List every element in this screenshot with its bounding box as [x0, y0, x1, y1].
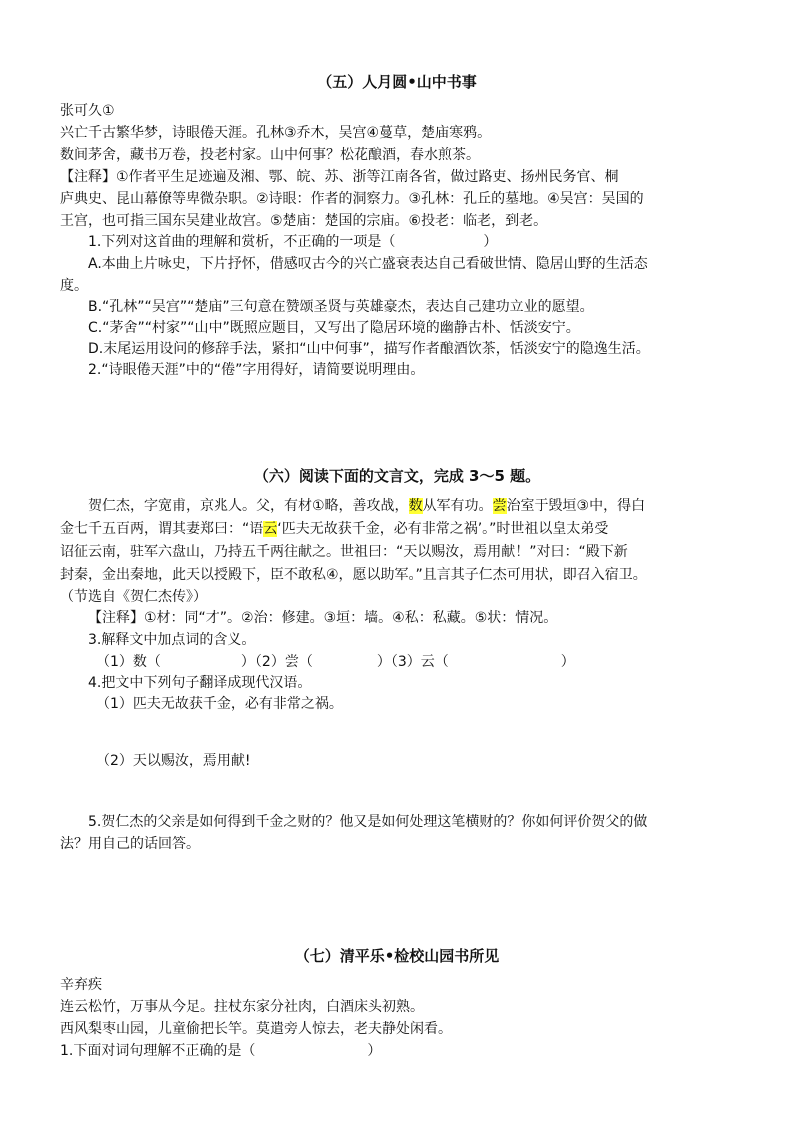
passage-source: （节选自《贺仁杰传》）	[60, 589, 207, 605]
question-4: 4.把文中下列句子翻译成现代汉语。	[88, 675, 312, 691]
question-1-stem	[60, 232, 768, 253]
option-a: A.本曲上片咏史，下片抒怀，借感叹古今的兴亡盛衰表达自己看破世情、隐居山野的生活态	[88, 256, 648, 272]
question-5-continued: 法？用自己的话回答。	[60, 836, 200, 852]
blank-label: ）（2）尝（	[240, 654, 313, 670]
poem-author: 辛弃疾	[60, 977, 102, 993]
highlighted-word: 尝	[492, 498, 507, 514]
option-d: D.末尾运用设问的修辞手法，紧扣“山中何事”，描写作者酿酒饮茶，恬淡安宁的隐逸生活。	[88, 341, 650, 357]
passage-text: 金七千五百两，谓其妻郑曰：“语	[60, 521, 264, 537]
question-2: 2.“诗眼倦天涯”中的“倦”字用得好，请简要说明理由。	[88, 362, 425, 378]
question-text: 1.下面对词句理解不正确的是（	[60, 1043, 256, 1059]
question-4-1: （1）匹夫无故获千金，必有非常之祸。	[96, 696, 343, 712]
passage-line: 诏征云南，驻军六盘山，乃持五千两往献之。世祖曰：“天以赐汝，焉用献！”对曰：“殿下新	[60, 544, 628, 560]
annotation-line: 【注释】①材：同“才”。②治：修建。③垣：墙。④私：私藏。⑤状：情况。	[88, 610, 558, 626]
question-3: 3.解释文中加点词的含义。	[88, 632, 256, 648]
annotation-line: 王宫，也可指三国东吴建业故宫。⑤楚庙：楚国的宗庙。⑥投老：临老，到老。	[60, 213, 548, 229]
bracket-close: ）	[483, 234, 498, 250]
bracket-close: ）	[367, 1043, 382, 1059]
question-4-2: （2）天以赐汝，焉用献!	[96, 753, 251, 769]
question-1-stem	[60, 1041, 740, 1062]
blank-label: （1）数（	[96, 654, 161, 670]
poem-line: 数间茅舍，藏书万卷，投老村家。山中何事？松花酿酒，春水煎茶。	[60, 147, 480, 163]
question-5: 5.贺仁杰的父亲是如何得到千金之财的？他又是如何处理这笔横财的？你如何评价贺父的做	[88, 814, 648, 830]
passage-line	[60, 496, 768, 517]
annotation-line: 【注释】①作者平生足迹遍及湘、鄂、皖、苏、浙等江南各省，做过路吏、扬州民务官、桐	[60, 169, 619, 185]
passage-text: ‘匹夫无故获千金，必有非常之祸’。”时世祖以皇太弟受	[277, 521, 609, 537]
section-7-title: （七）清平乐•检校山园书所见	[294, 947, 500, 965]
option-b: B.“孔林”“吴宫”“楚庙”三句意在赞颂圣贤与英雄豪杰，表达自己建功立业的愿望。	[88, 299, 594, 315]
section-5-title: （五）人月圆•山中书事	[317, 73, 477, 91]
poem-line: 连云松竹，万事从今足。拄杖东家分社肉，白酒床头初熟。	[60, 999, 424, 1015]
passage-text: 治室于毁垣③中，得白	[506, 498, 646, 514]
passage-line	[60, 519, 740, 540]
highlighted-word: 云	[263, 521, 278, 537]
question-text: 1.下列对这首曲的理解和赏析，不正确的一项是（	[88, 234, 396, 250]
passage-text: 贺仁杰，字宽甫，京兆人。父，有材①略，善攻战，	[88, 498, 409, 514]
section-6-title: （六）阅读下面的文言文，完成 3～5 题。	[253, 467, 541, 485]
blank-label: ）（3）云（	[376, 654, 449, 670]
passage-text: 从军有功。	[422, 498, 493, 514]
question-3-blanks	[60, 652, 776, 673]
bracket-close: ）	[560, 654, 575, 670]
passage-line: 封秦，金出秦地，此天以授殿下，臣不敢私④，愿以助军。”且言其子仁杰可用状，即召入宿卫。	[60, 567, 647, 583]
poem-line: 西风梨枣山园，儿童偷把长竿。莫遣旁人惊去，老夫静处闲看。	[60, 1021, 452, 1037]
option-a-continued: 度。	[60, 278, 88, 294]
highlighted-word: 数	[408, 498, 423, 514]
annotation-line: 庐典史、昆山幕僚等卑微杂职。②诗眼：作者的洞察力。③孔林：孔丘的墓地。④吴宫：吴国的	[60, 191, 644, 207]
poem-author: 张可久①	[60, 103, 115, 119]
poem-line: 兴亡千古繁华梦，诗眼倦天涯。孔林③乔木，吴宫④蔓草，楚庙寒鸦。	[60, 125, 492, 141]
option-c: C.“茅舍”“村家”“山中”既照应题目，又写出了隐居环境的幽静古朴、恬淡安宁。	[88, 320, 580, 336]
